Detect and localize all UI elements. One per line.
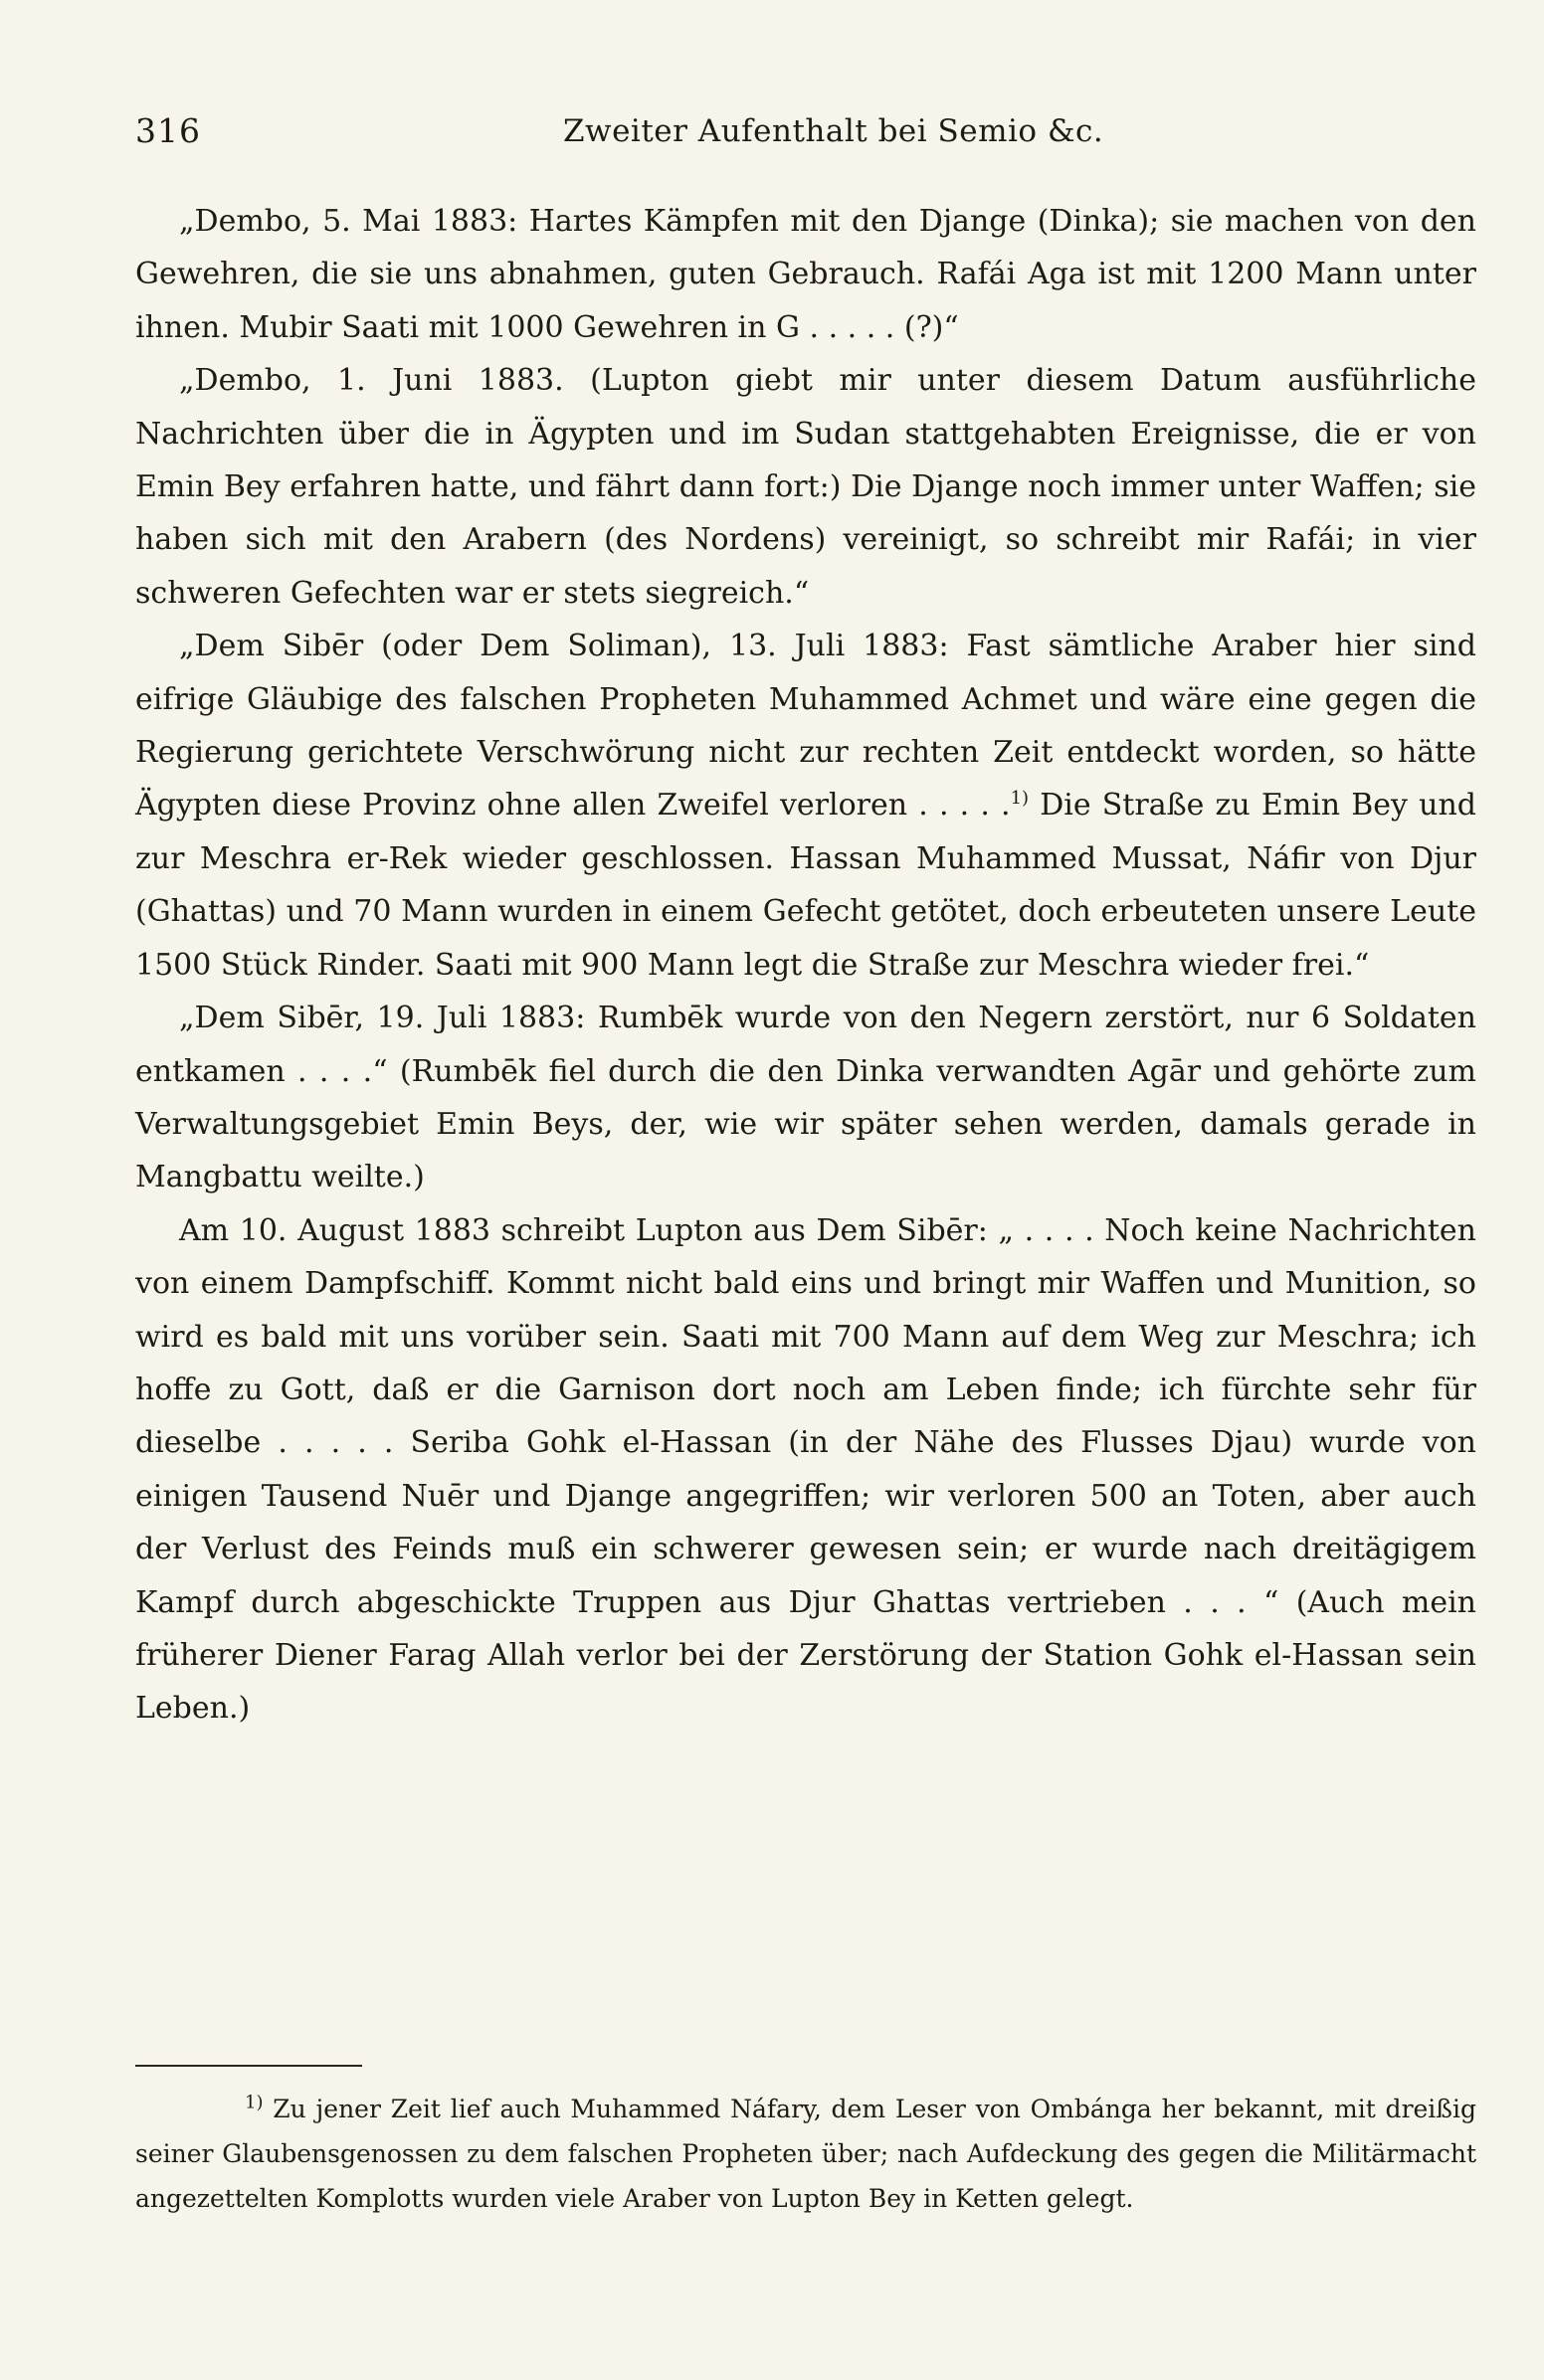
paragraph-text: Am 10. August 1883 schreibt Lupton aus Dem Sibēr: „ . . . . Noch keine Nachrichten von einem Dampfschiff. Kommt nicht bald eins und bringt mir Waffen und Munition, so wird es bald mit uns vorüber sein. Saati mit 700 Mann auf dem Weg zur Meschra; ich hoffe zu Gott, daß er die Garnison dort noch am Leben finde; ich fürchte sehr für dieselbe . . . . . Seriba Gohk el-Hassan (in der Nähe des Flusses Djau) wurde von einigen Tausend Nuēr und Djange angegriffen; wir verloren 500 an Toten, aber auch der Verlust des Feinds muß ein schwerer gewesen sein; er wurde nach dreitägigem Kampf durch abgeschickte Truppen aus Djur Ghattas vertrieben . . . “ (Auch mein früherer Diener Farag Allah verlor bei der Zerstörung der Station Gohk el-Hassan sein Leben.) — [135, 1212, 1476, 1727]
paragraph-august-10 — [135, 1204, 1476, 1736]
footnote-reference: 1) — [1010, 788, 1030, 810]
paragraph-dem-siber-july-19 — [135, 992, 1476, 1204]
footnotes — [135, 2087, 1476, 2221]
footnote-text: Zu jener Zeit lief auch Muhammed Náfary, dem Leser von Ombánga her bekannt, mit dreißig seiner Glaubensgenossen zu dem falschen Propheten über; nach Aufdeckung des gegen die Militärmacht angezettelten Komplotts wurden viele Araber von Lupton Bey in Ketten gelegt. — [135, 2095, 1477, 2213]
paragraph-text: „Dembo, 1. Juni 1883. (Lupton giebt mir unter diesem Datum ausführliche Nachrichten über die in Ägypten und im Sudan stattgehabten Ereignisse, die er von Emin Bey erfahren hatte, und fährt dann fort:) Die Djange noch immer unter Waffen; sie haben sich mit den Arabern (des Nordens) vereinigt, so schreibt mir Rafái; in vier schweren Gefechten war er stets siegreich.“ — [135, 363, 1476, 611]
paragraph-text: „Dem Sibēr, 19. Juli 1883: Rumbēk wurde von den Negern zerstört, nur 6 Soldaten entkamen . . . .“ (Rumbēk fiel durch die den Dinka verwandten Agār und gehörte zum Verwaltungsgebiet Emin Beys, der, wie wir später sehen werden, damals gerade in Mangbattu weilte.) — [135, 1001, 1476, 1195]
page-header — [135, 111, 1476, 171]
paragraph-dembo-june — [135, 354, 1476, 620]
running-title: Zweiter Aufenthalt bei Semio &c. — [563, 113, 1104, 149]
footnote-divider — [135, 2065, 362, 2067]
footnote — [135, 2087, 1476, 2221]
paragraph-text: „Dembo, 5. Mai 1883: Hartes Kämpfen mit den Djange (Dinka); sie machen von den Gewehren, die sie uns abnahmen, guten Gebrauch. Rafái Aga ist mit 1200 Mann unter ihnen. Mubir Saati mit 1000 Gewehren in G . . . . . (?)“ — [135, 204, 1476, 345]
body-text — [135, 195, 1476, 1736]
paragraph-dembo-may — [135, 195, 1476, 354]
paragraph-text: Die Straße zu Emin Bey und zur Meschra er-Rek wieder geschlossen. Hassan Muhammed Mussat, Náfir von Djur (Ghattas) und 70 Mann wurden in einem Gefecht getötet, doch erbeuteten unsere Leute 1500 Stück Rinder. Saati mit 900 Mann legt die Straße zur Meschra wieder frei.“ — [135, 788, 1476, 983]
paragraph-text: „Dem Sibēr (oder Dem Soliman), 13. Juli 1883: Fast sämtliche Araber hier sind eifrige Gläubige des falschen Propheten Muhammed Achmet und wäre eine gegen die Regierung gerichtete Verschwörung nicht zur rechten Zeit entdeckt worden, so hätte Ägypten diese Provinz ohne allen Zweifel verloren . . . . . — [135, 629, 1476, 824]
footnote-mark: 1) — [245, 2092, 264, 2113]
paragraph-dem-siber-july-13 — [135, 620, 1476, 992]
page-number: 316 — [135, 111, 201, 150]
